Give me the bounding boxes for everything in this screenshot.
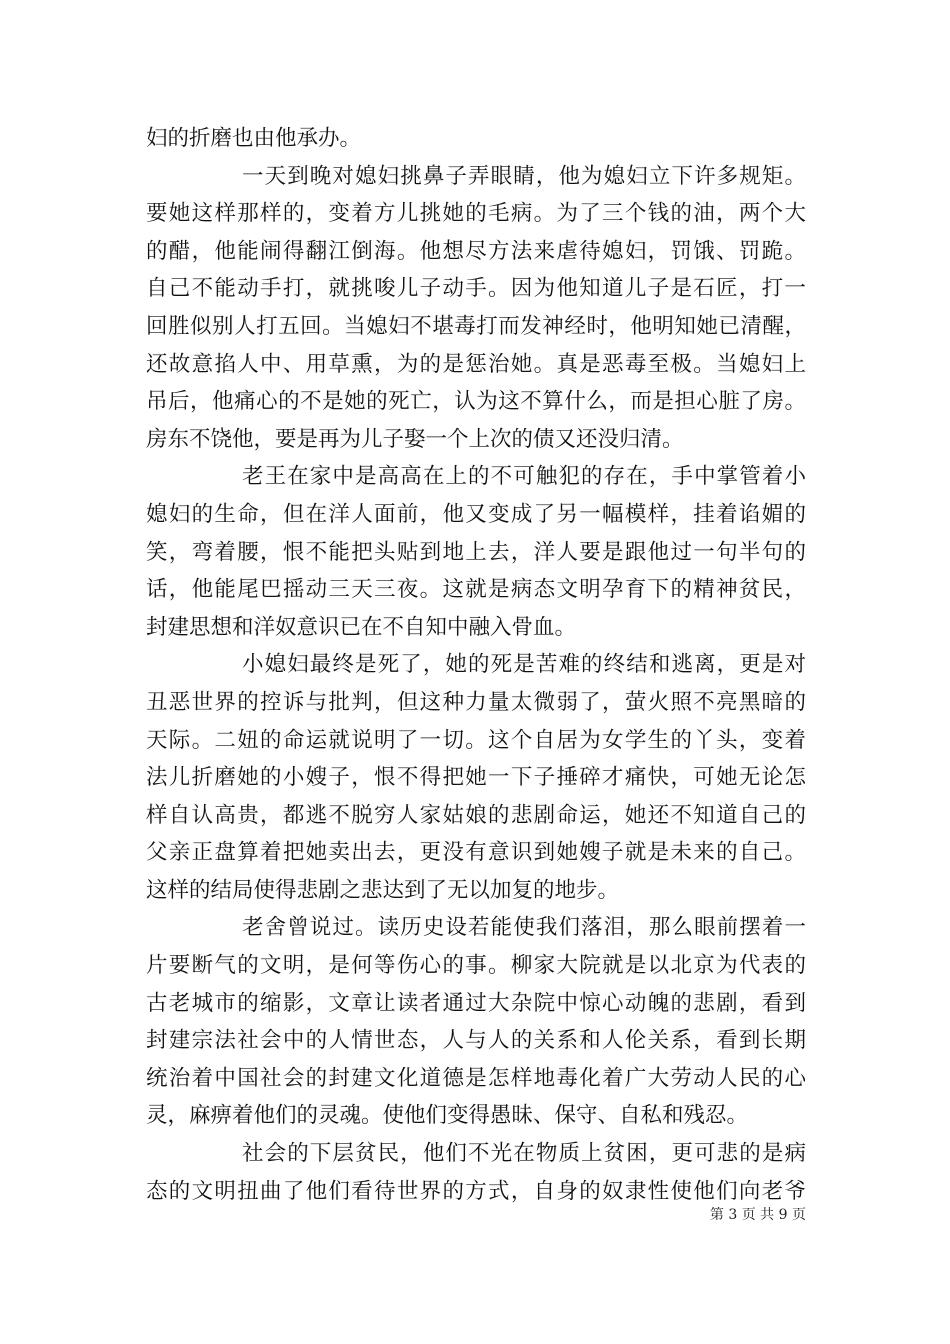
text-line: 父亲正盘算着把她卖出去，更没有意识到她嫂子就是未来的自己。 [146,840,806,866]
text-line: 媳妇的生命，但在洋人面前，他又变成了另一幅模样，挂着谄媚的 [146,501,806,527]
text-line: 封建宗法社会中的人情世态，人与人的关系和人伦关系，看到长期 [146,1028,806,1054]
document-body [146,120,806,1210]
text-line: 丑恶世界的控诉与批判，但这种力量太微弱了，萤火照不亮黑暗的 [146,689,806,715]
text-line: 回胜似别人打五回。当媳妇不堪毒打而发神经时，他明知她已清醒， [146,313,806,339]
page-number: 第 3 页 共 9 页 [709,1207,806,1223]
text-line: 自己不能动手打，就挑唆儿子动手。因为他知道儿子是石匠，打一 [146,276,806,302]
paragraph-first-line: 社会的下层贫民，他们不光在物质上贫困，更可悲的是病 [242,1141,806,1167]
text-line: 房东不饶他，要是再为儿子娶一个上次的债又还没归清。 [146,426,684,452]
paragraph-first-line: 老舍曾说过。读历史设若能使我们落泪，那么眼前摆着一 [242,915,806,941]
text-line: 这样的结局使得悲剧之悲达到了无以加复的地步。 [146,877,620,903]
text-line: 灵，麻痹着他们的灵魂。使他们变得愚昧、保守、自私和残忍。 [146,1103,749,1129]
text-line: 古老城市的缩影，文章让读者通过大杂院中惊心动魄的悲剧，看到 [146,990,806,1016]
text-line: 样自认高贵，都逃不脱穷人家姑娘的悲剧命运，她还不知道自己的 [146,802,806,828]
text-line: 天际。二妞的命运就说明了一切。这个自居为女学生的丫头，变着 [146,727,806,753]
text-line: 的醋，他能闹得翻江倒海。他想尽方法来虐待媳妇，罚饿、罚跪。 [146,238,806,264]
text-line: 笑，弯着腰，恨不能把头贴到地上去，洋人要是跟他过一句半句的 [146,539,806,565]
text-line: 吊后，他痛心的不是她的死亡，认为这不算什么，而是担心脏了房。 [146,389,806,415]
paragraph-first-line: 小媳妇最终是死了，她的死是苦难的终结和逃离，更是对 [242,652,806,678]
paragraph-first-line: 老王在家中是高高在上的不可触犯的存在，手中掌管着小 [242,464,806,490]
text-line: 封建思想和洋奴意识已在不自知中融入骨血。 [146,614,577,640]
text-line: 妇的折磨也由他承办。 [146,126,362,151]
text-line: 要她这样那样的，变着方儿挑她的毛病。为了三个钱的油，两个大 [146,201,806,227]
text-line: 态的文明扭曲了他们看待世界的方式，自身的奴隶性使他们向老爷 [146,1178,806,1204]
text-line: 法儿折磨她的小嫂子，恨不得把她一下子捶碎才痛快，可她无论怎 [146,765,806,791]
text-line: 还故意掐人中、用草熏，为的是惩治她。真是恶毒至极。当媳妇上 [146,351,806,377]
paragraph-first-line: 一天到晚对媳妇挑鼻子弄眼睛，他为媳妇立下许多规矩。 [242,163,806,189]
text-line: 统治着中国社会的封建文化道德是怎样地毒化着广大劳动人民的心 [146,1065,806,1091]
text-line: 话，他能尾巴摇动三天三夜。这就是病态文明孕育下的精神贫民， [146,577,806,603]
text-line: 片要断气的文明，是何等伤心的事。柳家大院就是以北京为代表的 [146,953,806,979]
